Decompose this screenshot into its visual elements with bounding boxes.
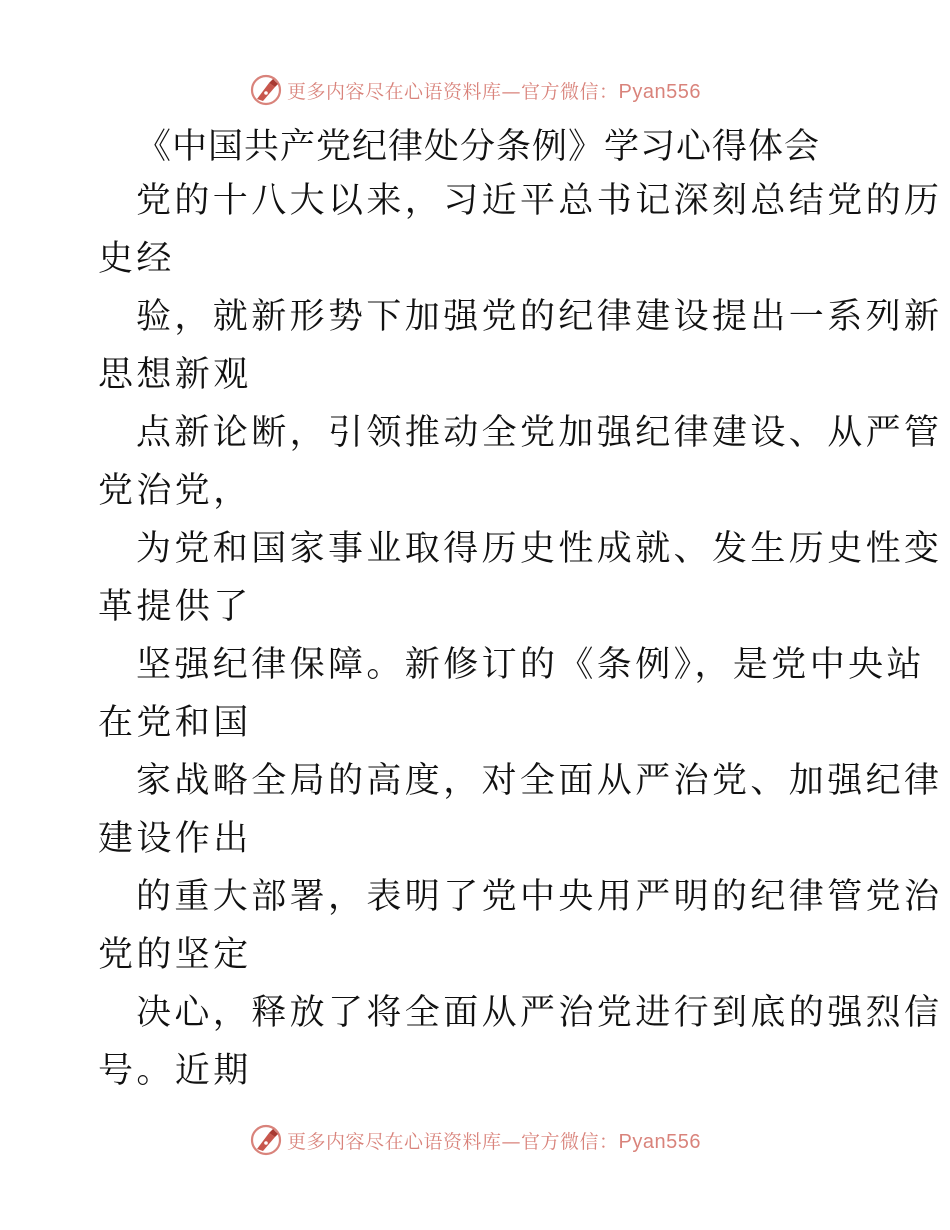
paragraph-line: 史经: [98, 239, 175, 279]
pen-nib-logo-icon: [249, 1123, 283, 1157]
watermark-text: 更多内容尽在心语资料库—官方微信：: [287, 1130, 619, 1153]
paragraph-line: 在党和国: [98, 703, 252, 743]
paragraph-line: 党的坚定: [98, 935, 252, 975]
document-title: 《中国共产党纪律处分条例》学习心得体会: [136, 127, 821, 167]
watermark-account: Pyan556: [618, 1130, 701, 1153]
paragraph-line: 号。近期: [98, 1051, 252, 1091]
header-watermark: [0, 68, 950, 112]
paragraph-line: 思想新观: [98, 355, 252, 395]
paragraph-line: 建设作出: [98, 819, 252, 859]
paragraph-line: 党的十八大以来，习近平总书记深刻总结党的历: [136, 181, 943, 221]
paragraph-line: 家战略全局的高度，对全面从严治党、加强纪律: [136, 761, 943, 801]
pen-nib-logo-icon: [249, 73, 283, 107]
watermark-text: 更多内容尽在心语资料库—官方微信：: [287, 80, 619, 103]
paragraph-line: 党治党，: [98, 471, 252, 511]
paragraph-line: 为党和国家事业取得历史性成就、发生历史性变: [136, 529, 943, 569]
paragraph-line: 坚强纪律保障。新修订的《条例》，是党中央站: [136, 645, 925, 685]
paragraph-line: 革提供了: [98, 587, 252, 627]
watermark-account: Pyan556: [618, 80, 701, 103]
paragraph-line: 的重大部署，表明了党中央用严明的纪律管党治: [136, 877, 943, 917]
paragraph-line: 验，就新形势下加强党的纪律建设提出一系列新: [136, 297, 943, 337]
paragraph-line: 决心，释放了将全面从严治党进行到底的强烈信: [136, 993, 943, 1033]
paragraph-line: 点新论断，引领推动全党加强纪律建设、从严管: [136, 413, 943, 453]
document-body: [98, 122, 943, 1100]
footer-watermark: [0, 1118, 950, 1162]
